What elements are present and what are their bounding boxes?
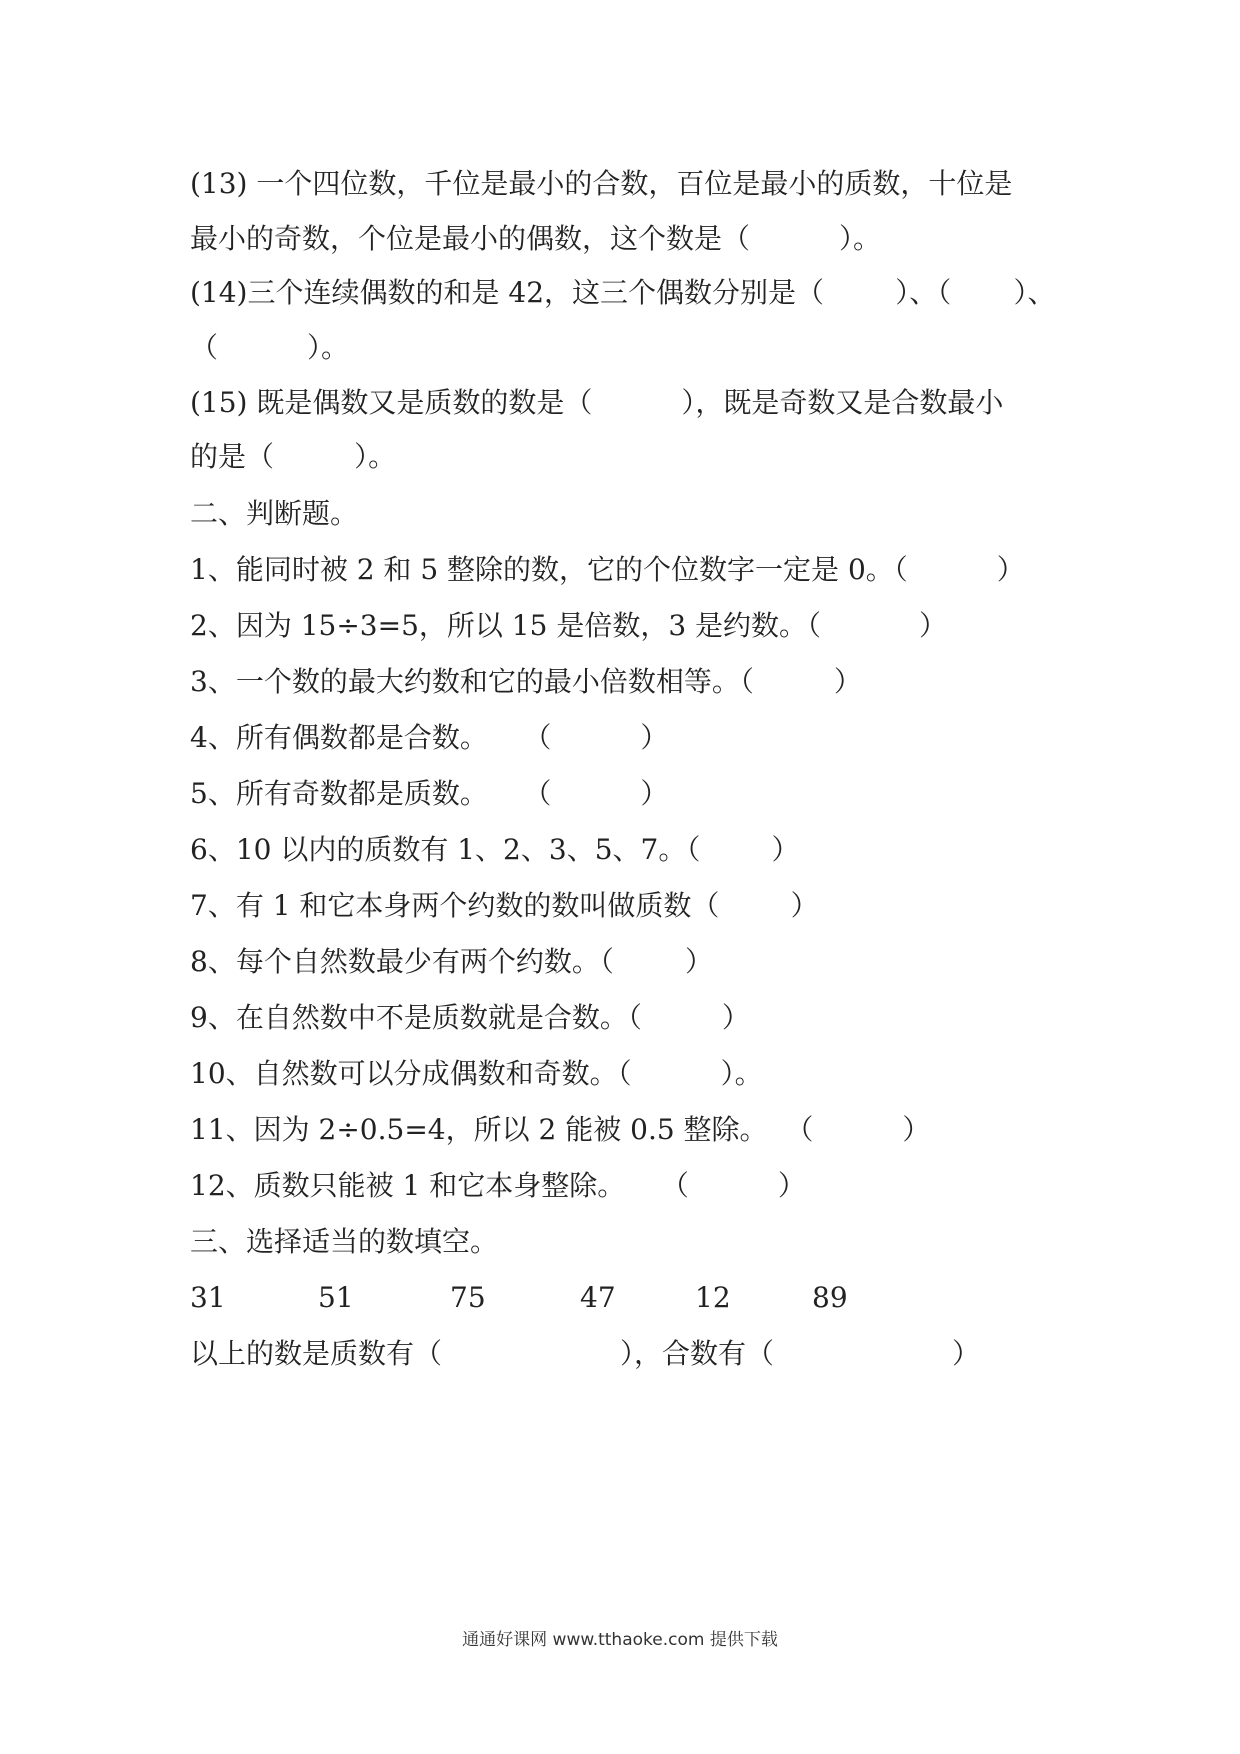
section-3-heading: 三、选择适当的数填空。 bbox=[190, 1225, 499, 1258]
question-14-line-1: (14)三个连续偶数的和是 42，这三个偶数分别是（ ）、（ ）、 bbox=[190, 276, 1056, 309]
number-option: 89 bbox=[812, 1281, 848, 1314]
number-option: 12 bbox=[695, 1281, 731, 1314]
section-2-heading: 二、判断题。 bbox=[190, 497, 359, 530]
judgement-item: 11、因为 2÷0.5=4，所以 2 能被 0.5 整除。 （ ） bbox=[190, 1113, 931, 1146]
judgement-item: 2、因为 15÷3=5，所以 15 是倍数，3 是约数。（ ） bbox=[190, 609, 947, 642]
page-footer: 通通好课网 www.tthaoke.com 提供下载 bbox=[462, 1630, 778, 1650]
judgement-item: 4、所有偶数都是合数。 （ ） bbox=[190, 721, 669, 754]
section-3-answer-line: 以上的数是质数有（ ），合数有（ ） bbox=[190, 1337, 981, 1370]
question-13-line-1: (13) 一个四位数，千位是最小的合数，百位是最小的质数，十位是 bbox=[190, 167, 1013, 200]
number-option: 75 bbox=[450, 1281, 486, 1314]
judgement-item: 9、在自然数中不是质数就是合数。（ ） bbox=[190, 1001, 750, 1034]
judgement-item: 1、能同时被 2 和 5 整除的数，它的个位数字一定是 0。（ ） bbox=[190, 553, 1025, 586]
question-13-line-2: 最小的奇数，个位是最小的偶数，这个数是（ ）。 bbox=[190, 222, 882, 255]
judgement-item: 7、有 1 和它本身两个约数的数叫做质数（ ） bbox=[190, 889, 819, 922]
judgement-item: 12、质数只能被 1 和它本身整除。 （ ） bbox=[190, 1169, 806, 1202]
number-option: 51 bbox=[318, 1281, 354, 1314]
number-option: 31 bbox=[190, 1281, 226, 1314]
number-option: 47 bbox=[580, 1281, 616, 1314]
judgement-item: 10、自然数可以分成偶数和奇数。（ ）。 bbox=[190, 1057, 763, 1090]
judgement-item: 5、所有奇数都是质数。 （ ） bbox=[190, 777, 669, 810]
question-15-line-2: 的是（ ）。 bbox=[190, 440, 397, 473]
judgement-item: 6、10 以内的质数有 1、2、3、5、7。（ ） bbox=[190, 833, 800, 866]
judgement-item: 3、一个数的最大约数和它的最小倍数相等。（ ） bbox=[190, 665, 862, 698]
question-14-line-2: （ ）。 bbox=[190, 331, 350, 364]
question-15-line-1: (15) 既是偶数又是质数的数是（ ），既是奇数又是合数最小 bbox=[190, 386, 1004, 419]
judgement-item: 8、每个自然数最少有两个约数。（ ） bbox=[190, 945, 714, 978]
